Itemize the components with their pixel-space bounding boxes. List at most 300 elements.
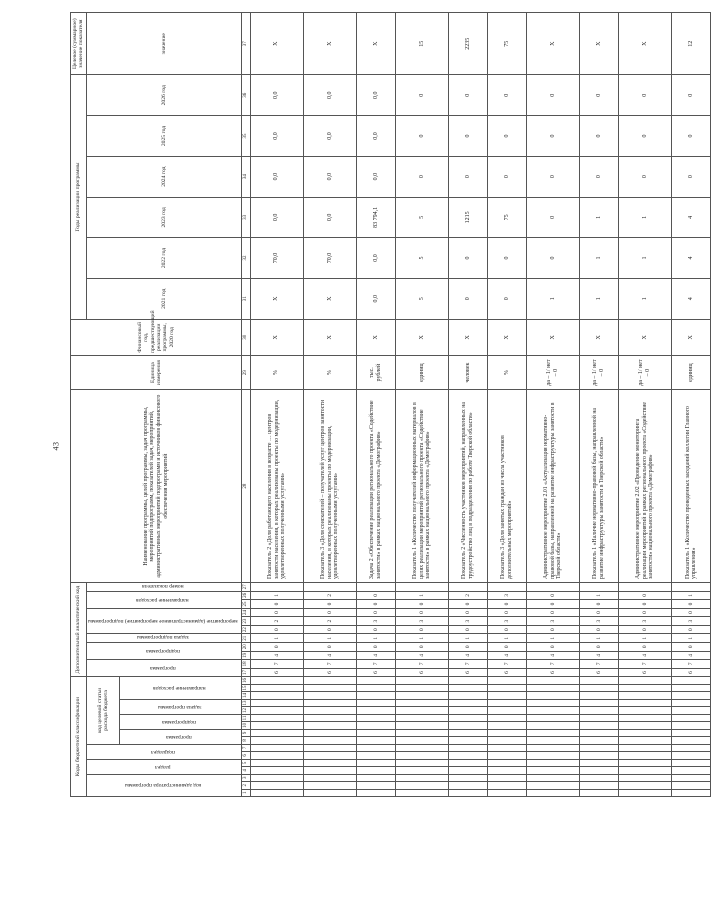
year-value-cell: 0 (449, 238, 488, 279)
code-cell (303, 752, 356, 759)
code-cell (672, 752, 711, 759)
code-cell: 3 (449, 617, 488, 626)
year-2023-header: 2023 год (86, 197, 241, 238)
code-cell: 0 (619, 600, 672, 609)
code-cell (449, 782, 488, 789)
code-cell (396, 729, 449, 736)
code-cell: 3 (619, 617, 672, 626)
column-number: 37 (241, 13, 250, 75)
column-numbers-row (241, 13, 250, 797)
code-cell (303, 692, 356, 699)
years-header: Годы реализации программы (71, 75, 87, 319)
code-cell (580, 722, 619, 729)
year-value-cell: 0 (580, 156, 619, 197)
code-cell (357, 767, 396, 774)
unit-cell: % (488, 355, 527, 389)
code-cell: 1 (527, 634, 580, 643)
code-cell (303, 737, 356, 744)
code-cell (672, 729, 711, 736)
code-cell (580, 729, 619, 736)
code-cell (449, 767, 488, 774)
code-cell (396, 677, 449, 684)
column-number: 6 (241, 752, 250, 759)
year-value-cell: 0 (396, 116, 449, 157)
name-cell: Показатель 3 «Доля занятых граждан из числа участников дополнительных мероприятий» (488, 390, 527, 583)
code-cell: 2 (303, 591, 356, 600)
code-cell: 0 (357, 591, 396, 600)
code-cell (619, 767, 672, 774)
code-cell: 7 (357, 660, 396, 669)
code-cell: 7 (396, 660, 449, 669)
code-cell (449, 774, 488, 781)
code-cell: 3 (396, 617, 449, 626)
year-value-cell: 5 (396, 197, 449, 238)
code-cell (527, 583, 580, 592)
code-cell: 0 (396, 625, 449, 634)
program-table (70, 12, 711, 797)
code-cell (488, 583, 527, 592)
code-cell (449, 744, 488, 751)
year-value-cell: X (250, 278, 303, 319)
code-cell: 0 (527, 643, 580, 652)
direction-header: направление расходов (136, 596, 189, 603)
name-cell: Административное мероприятие 2.02 «Проведение мониторинга реализации мероприятий в рамках регионального проекта «Содействие занятости» национального проекта «Демография» (619, 390, 672, 583)
fin-year-header: Финансовый год, предшествующий реализации программы, 2020 год (71, 319, 242, 355)
year-2024-header: 2024 год (86, 156, 241, 197)
code-cell: 6 (449, 668, 488, 677)
name-cell: Показатель 1 «Количество проведенных заседаний коллегии Главного управления» (672, 390, 711, 583)
program-header: программа (166, 733, 193, 740)
code-cell: 6 (357, 668, 396, 677)
code-cell (303, 767, 356, 774)
code-cell: 1 (488, 634, 527, 643)
code-cell (357, 752, 396, 759)
year-value-cell: 0,0 (250, 75, 303, 116)
fin-year-cell: X (488, 319, 527, 355)
code-cell (619, 714, 672, 721)
code-cell (396, 759, 449, 766)
code-cell (357, 583, 396, 592)
code-cell: 4 (303, 651, 356, 660)
code-cell (488, 722, 527, 729)
subprogram-code-header: подпрограмма (145, 648, 180, 655)
program-code-header: программа (149, 665, 176, 672)
code-cell (580, 759, 619, 766)
code-cell: 0 (396, 643, 449, 652)
code-cell: 3 (527, 617, 580, 626)
code-cell (250, 722, 303, 729)
code-cell: 6 (396, 668, 449, 677)
column-number: 23 (241, 617, 250, 626)
table-row (488, 13, 527, 797)
year-value-cell: 0,0 (357, 278, 396, 319)
column-number: 11 (241, 714, 250, 721)
unit-cell: единиц (396, 355, 449, 389)
code-cell: 3 (488, 617, 527, 626)
column-number: 14 (241, 692, 250, 699)
code-cell (357, 782, 396, 789)
unit-header: Единица измерения (71, 355, 242, 389)
target-value-cell: X (527, 13, 580, 75)
code-cell (619, 752, 672, 759)
code-cell: 3 (488, 591, 527, 600)
code-cell (250, 714, 303, 721)
table-row (619, 13, 672, 797)
year-value-cell: 0 (619, 156, 672, 197)
code-cell (527, 692, 580, 699)
code-cell (396, 707, 449, 714)
code-cell (357, 707, 396, 714)
code-cell: 4 (672, 651, 711, 660)
page-number: 43 (51, 441, 61, 451)
code-cell (303, 729, 356, 736)
column-number: 7 (241, 744, 250, 751)
code-cell (527, 707, 580, 714)
code-cell: 0 (619, 643, 672, 652)
code-cell (303, 782, 356, 789)
code-cell: 0 (357, 600, 396, 609)
code-cell (672, 767, 711, 774)
code-cell (527, 759, 580, 766)
code-cell: 7 (449, 660, 488, 669)
code-cell (396, 583, 449, 592)
task-code-header: задача подпрограммы (136, 634, 189, 640)
unit-cell: тыс. рублей (357, 355, 396, 389)
code-cell (449, 692, 488, 699)
column-number: 35 (241, 116, 250, 157)
year-value-cell: 0 (527, 75, 580, 116)
code-cell (449, 752, 488, 759)
fin-year-cell: X (250, 319, 303, 355)
task-header: задача программы (157, 703, 202, 710)
code-cell (527, 767, 580, 774)
table-row (357, 13, 396, 797)
target-value-cell: 2235 (449, 13, 488, 75)
name-cell: Показатель 1 «Наличие нормативно-правовой базы, направленной на развитие инфраструктуры занятости в Тверской области» (580, 390, 619, 583)
year-value-cell: X (303, 278, 356, 319)
code-cell: 0 (672, 608, 711, 617)
code-cell: 0 (357, 608, 396, 617)
code-cell (527, 722, 580, 729)
code-cell: 6 (527, 668, 580, 677)
year-value-cell: 0 (488, 156, 527, 197)
year-2026-header: 2026 год (86, 75, 241, 116)
code-cell: 0 (488, 625, 527, 634)
code-cell (580, 677, 619, 684)
code-cell (357, 699, 396, 706)
code-cell: 0 (303, 625, 356, 634)
code-cell (488, 729, 527, 736)
code-cell (488, 692, 527, 699)
year-value-cell: 4 (672, 238, 711, 279)
code-cell: 0 (396, 608, 449, 617)
code-cell (672, 677, 711, 684)
code-cell (449, 583, 488, 592)
code-cell: 4 (357, 651, 396, 660)
code-cell: 1 (449, 634, 488, 643)
code-cell (672, 744, 711, 751)
code-cell: 0 (449, 600, 488, 609)
code-cell: 0 (303, 608, 356, 617)
year-value-cell: 70,0 (250, 238, 303, 279)
code-cell: 3 (580, 617, 619, 626)
rotated-table-wrapper (70, 12, 698, 797)
code-cell: 0 (357, 625, 396, 634)
code-cell (250, 729, 303, 736)
year-value-cell: 0,0 (303, 197, 356, 238)
code-cell (488, 744, 527, 751)
year-value-cell: 0,0 (357, 75, 396, 116)
code-cell (580, 767, 619, 774)
code-cell (303, 744, 356, 751)
subsection-header: подраздел (150, 748, 175, 755)
code-cell: 0 (250, 600, 303, 609)
code-cell: 0 (527, 591, 580, 600)
code-cell (303, 684, 356, 691)
code-cell: 4 (619, 651, 672, 660)
code-cell: 0 (580, 608, 619, 617)
code-cell: 7 (303, 660, 356, 669)
code-cell (672, 737, 711, 744)
code-cell (580, 707, 619, 714)
code-cell (488, 767, 527, 774)
code-cell: 0 (619, 591, 672, 600)
code-cell (619, 722, 672, 729)
code-cell (527, 744, 580, 751)
code-cell (672, 707, 711, 714)
code-cell: 0 (396, 600, 449, 609)
fin-year-cell: X (672, 319, 711, 355)
code-cell: 6 (303, 668, 356, 677)
code-cell (580, 737, 619, 744)
code-cell: 1 (580, 591, 619, 600)
code-cell (527, 782, 580, 789)
code-cell: 1 (672, 634, 711, 643)
year-value-cell: 0 (672, 156, 711, 197)
column-number: 2 (241, 782, 250, 789)
name-cell: Показатель 2 «Численность участников мероприятий, направленных на трудоустройство лиц в подразделения по работе Тверской области» (449, 390, 488, 583)
year-value-cell: 0,0 (303, 156, 356, 197)
code-cell: 0 (250, 625, 303, 634)
year-value-cell: 70,0 (303, 238, 356, 279)
code-cell: 0 (357, 643, 396, 652)
year-value-cell: 0,0 (303, 116, 356, 157)
analytic-code-header: Дополнительный аналитический код (71, 583, 87, 677)
year-value-cell: 1 (580, 278, 619, 319)
code-cell: 1 (396, 591, 449, 600)
code-cell: 0 (527, 600, 580, 609)
code-cell (488, 782, 527, 789)
code-cell (250, 782, 303, 789)
code-cell: 0 (250, 608, 303, 617)
year-value-cell: 1215 (449, 197, 488, 238)
code-cell: 0 (488, 608, 527, 617)
year-value-cell: 0 (396, 75, 449, 116)
table-row (303, 13, 356, 797)
code-cell: 7 (527, 660, 580, 669)
code-cell: 4 (527, 651, 580, 660)
measure-code-header: мероприятие (административное мероприятие) подпрограммы (87, 618, 238, 625)
year-value-cell: 0,0 (357, 116, 396, 157)
code-cell: 4 (250, 651, 303, 660)
admin-code-header: код администратора программы (124, 782, 201, 789)
code-cell: 0 (672, 625, 711, 634)
year-value-cell: 0,0 (357, 238, 396, 279)
code-cell: 0 (672, 600, 711, 609)
column-number: 28 (241, 390, 250, 583)
code-cell (672, 714, 711, 721)
code-cell: 1 (580, 634, 619, 643)
code-cell (488, 699, 527, 706)
column-number: 16 (241, 677, 250, 684)
code-cell: 2 (303, 617, 356, 626)
code-cell: 7 (250, 660, 303, 669)
column-number: 3 (241, 774, 250, 781)
code-cell (303, 583, 356, 592)
code-cell (250, 752, 303, 759)
code-cell (396, 692, 449, 699)
code-cell (527, 699, 580, 706)
year-2025-header: 2025 год (86, 116, 241, 157)
column-number: 21 (241, 634, 250, 643)
code-cell (580, 752, 619, 759)
code-cell (303, 789, 356, 796)
code-cell: 6 (672, 668, 711, 677)
code-cell (619, 737, 672, 744)
year-value-cell: 0 (488, 75, 527, 116)
code-cell (619, 692, 672, 699)
code-cell (672, 774, 711, 781)
table-row (396, 13, 449, 797)
code-cell (250, 744, 303, 751)
code-cell: 0 (303, 643, 356, 652)
code-cell (672, 722, 711, 729)
year-value-cell: 5 (396, 278, 449, 319)
code-cell: 0 (580, 625, 619, 634)
code-cell (488, 759, 527, 766)
code-cell: 0 (449, 608, 488, 617)
code-cell: 0 (250, 643, 303, 652)
code-cell: 7 (488, 660, 527, 669)
fin-year-cell: X (580, 319, 619, 355)
unit-cell: % (250, 355, 303, 389)
column-number: 26 (241, 591, 250, 600)
unit-cell: да – 1/ нет – 0 (619, 355, 672, 389)
budget-codes-header: Коды бюджетной классификации (71, 677, 87, 797)
code-cell (250, 737, 303, 744)
code-cell: 0 (619, 625, 672, 634)
year-value-cell: 0 (580, 75, 619, 116)
code-cell (357, 714, 396, 721)
code-cell (580, 714, 619, 721)
code-cell (396, 789, 449, 796)
code-cell (527, 729, 580, 736)
column-number: 12 (241, 707, 250, 714)
year-value-cell: 0,0 (357, 156, 396, 197)
code-cell (250, 692, 303, 699)
year-value-cell: 0 (488, 238, 527, 279)
code-cell (303, 714, 356, 721)
code-cell: 3 (672, 617, 711, 626)
year-value-cell: 0 (527, 116, 580, 157)
code-cell: 0 (580, 643, 619, 652)
code-cell (580, 789, 619, 796)
code-cell: 1 (303, 634, 356, 643)
target-value-cell: X (357, 13, 396, 75)
year-value-cell: 0 (396, 156, 449, 197)
fin-year-cell: X (303, 319, 356, 355)
table-row (672, 13, 711, 797)
column-number: 9 (241, 729, 250, 736)
year-value-cell: 4 (672, 197, 711, 238)
year-value-cell: 1 (527, 278, 580, 319)
code-cell (396, 752, 449, 759)
column-number: 31 (241, 278, 250, 319)
target-header: Целевое (суммарное) значение показателя (71, 13, 87, 75)
code-cell (449, 722, 488, 729)
year-value-cell: 0 (449, 278, 488, 319)
expense-direction-header: направление расходов (152, 685, 206, 692)
code-cell (488, 752, 527, 759)
code-cell (449, 684, 488, 691)
unit-cell: единиц (672, 355, 711, 389)
year-value-cell: 0,0 (250, 156, 303, 197)
code-cell (250, 583, 303, 592)
unit-cell: да – 1/ нет – 0 (580, 355, 619, 389)
code-cell: 0 (580, 600, 619, 609)
code-cell (449, 714, 488, 721)
code-cell (396, 737, 449, 744)
code-cell (619, 759, 672, 766)
code-cell (619, 707, 672, 714)
code-cell: 6 (619, 668, 672, 677)
year-value-cell: 0 (619, 116, 672, 157)
code-cell (527, 714, 580, 721)
year-value-cell: 1 (619, 278, 672, 319)
fin-year-cell: X (449, 319, 488, 355)
code-cell (619, 782, 672, 789)
code-cell (357, 737, 396, 744)
code-cell: 6 (488, 668, 527, 677)
column-number: 33 (241, 197, 250, 238)
code-cell (303, 722, 356, 729)
code-cell (303, 677, 356, 684)
section-header: раздел (154, 763, 171, 770)
name-cell: Задача 2 «Обеспечение реализации регионального проекта «Содействие занятости» в рамках национального проекта «Демография» (357, 390, 396, 583)
code-cell (357, 774, 396, 781)
value-header: значение (86, 13, 241, 75)
code-cell: 7 (580, 660, 619, 669)
target-value-cell: X (619, 13, 672, 75)
code-cell (527, 737, 580, 744)
code-cell: 0 (619, 608, 672, 617)
code-cell (250, 699, 303, 706)
code-cell: 7 (619, 660, 672, 669)
year-value-cell: 83 794,1 (357, 197, 396, 238)
year-value-cell: 4 (672, 278, 711, 319)
column-number: 34 (241, 156, 250, 197)
year-value-cell: 0 (449, 156, 488, 197)
unit-cell: да – 1/ нет – 0 (527, 355, 580, 389)
code-cell (396, 744, 449, 751)
code-cell (488, 789, 527, 796)
code-cell (488, 774, 527, 781)
code-cell (672, 759, 711, 766)
year-value-cell: 1 (619, 197, 672, 238)
code-cell (303, 759, 356, 766)
year-value-cell: 0 (449, 75, 488, 116)
year-value-cell: 0 (527, 156, 580, 197)
